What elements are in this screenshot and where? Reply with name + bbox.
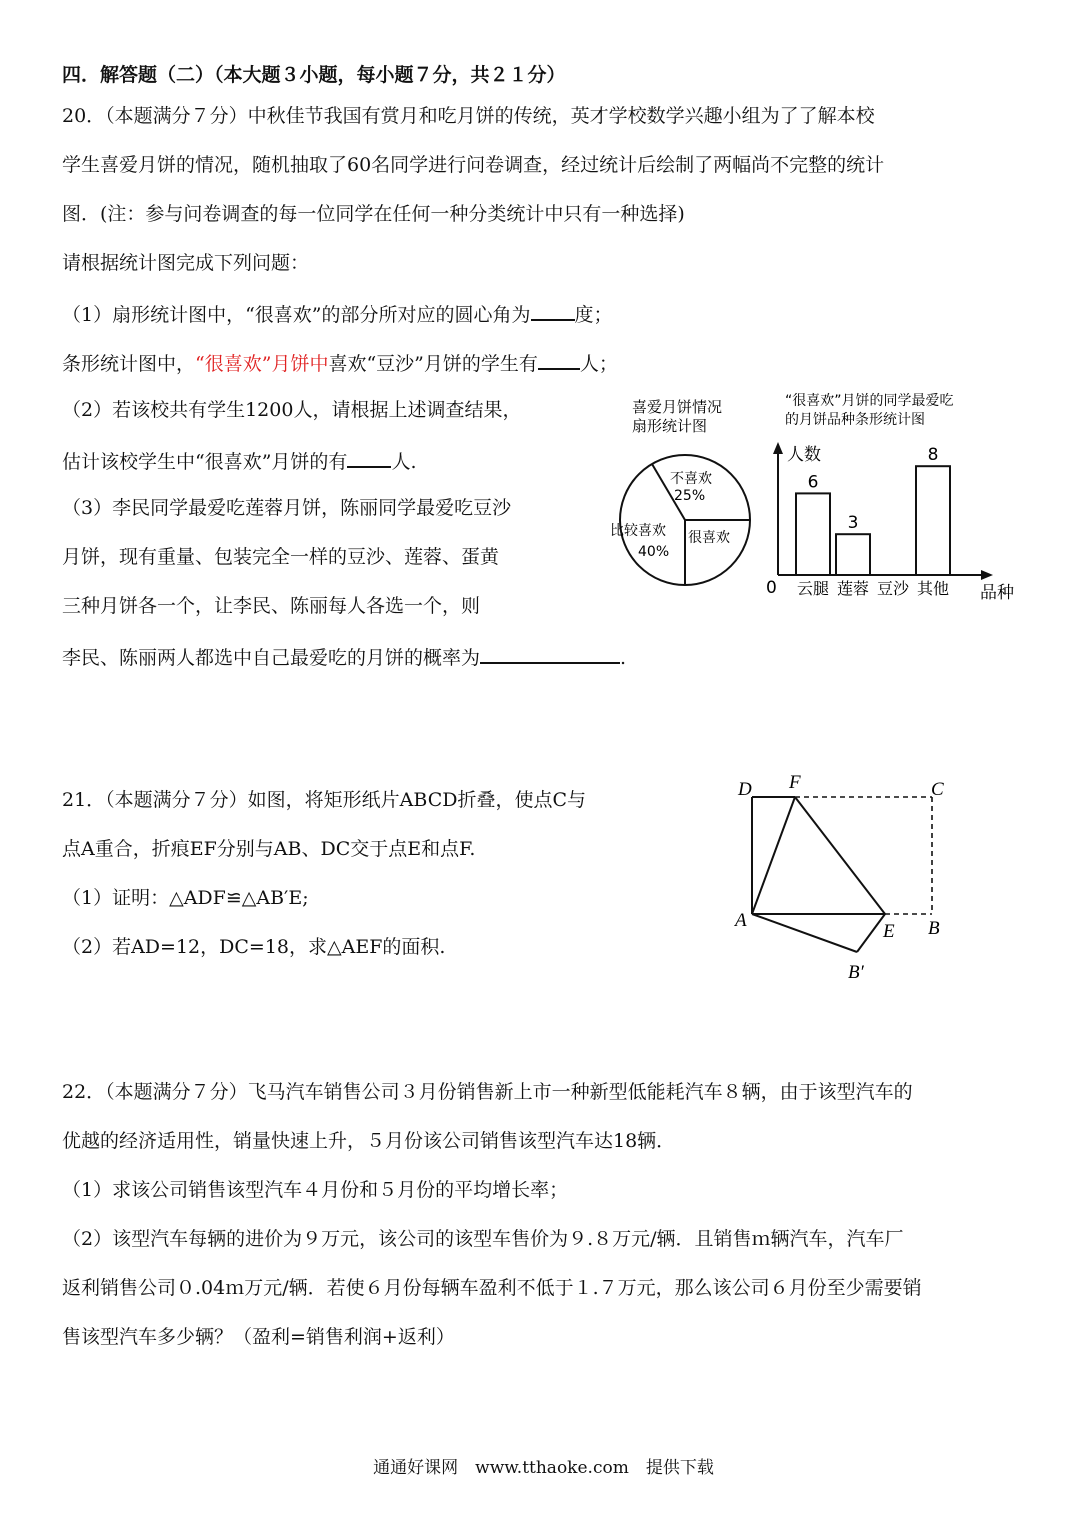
- q20-line-3: 图．(注：参与问卷调查的每一位同学在任何一种分类统计中只有一种选择): [62, 203, 685, 225]
- q20-part1-b-red-text: “很喜欢”月饼中: [195, 353, 329, 375]
- q20-part1-a: [62, 299, 613, 328]
- q20-part1-b-text: 条形统计图中，: [62, 353, 196, 375]
- q20-part3-d-text: 李民、陈丽两人都选中自己最爱吃的月饼的概率为: [62, 647, 481, 669]
- pie-label-buxihuan: 不喜欢: [670, 471, 712, 487]
- bar-category-label-0: 云腿: [796, 579, 830, 598]
- bar-value-label-0: 6: [807, 472, 819, 493]
- q20-part3-b: 月饼，现有重量、包装完全一样的豆沙、莲蓉、蛋黄: [62, 546, 500, 568]
- point-label-B: B: [928, 918, 940, 939]
- bar-3: [916, 466, 950, 575]
- point-label-D: D: [738, 779, 752, 800]
- pie-label-henxihuan: 很喜欢: [688, 530, 730, 546]
- geometry-figure: [725, 770, 965, 990]
- q21-line-3: （1）证明：△ADF≌△AB′E;: [62, 887, 309, 909]
- bar-value-label-1: 3: [847, 513, 859, 534]
- bar-title-line-2: 的月饼品种条形统计图: [785, 412, 925, 428]
- q22-line-6: 售该型汽车多少辆？（盈利=销售利润+返利）: [62, 1326, 455, 1348]
- bar-title-line-1: “很喜欢”月饼的同学最爱吃: [785, 393, 954, 409]
- bar-0: [796, 493, 830, 575]
- q20-part1-b: [62, 348, 618, 377]
- q20-line-4: 请根据统计图完成下列问题：: [62, 252, 310, 274]
- section-title: 四．解答题（二）（本大题３小题，每小题７分，共２１分）: [62, 64, 566, 86]
- q21-line-4: （2）若AD=12，DC=18，求△AEF的面积.: [62, 936, 446, 958]
- segment-FE: [795, 797, 885, 914]
- pie-title-line-2: 扇形统计图: [632, 417, 708, 435]
- y-axis-label: 人数: [787, 445, 821, 465]
- segment-B-prime-E: [857, 914, 885, 952]
- q20-line-1: 20．（本题满分７分）中秋佳节我国有赏月和吃月饼的传统，英才学校数学兴趣小组为了了解本校: [62, 105, 875, 127]
- q22-line-3: （1）求该公司销售该型汽车４月份和５月份的平均增长率；: [62, 1179, 569, 1201]
- q20-part1-b-unit: 人；: [579, 353, 618, 375]
- q20-part1-a-text: （1）扇形统计图中，“很喜欢”的部分所对应的圆心角为: [62, 304, 531, 326]
- x-axis-label: 品种: [980, 583, 1014, 603]
- q20-part2-a: （2）若该校共有学生1200人，请根据上述调查结果，: [62, 399, 522, 421]
- q20-line-2: 学生喜爱月饼的情况，随机抽取了60名同学进行问卷调查，经过统计后绘制了两幅尚不完整的统计: [62, 154, 885, 176]
- q20-part3-a: （3）李民同学最爱吃莲蓉月饼，陈丽同学最爱吃豆沙: [62, 497, 512, 519]
- segment-FA: [752, 797, 795, 914]
- pie-chart: [600, 390, 760, 605]
- bar-category-label-3: 其他: [916, 579, 950, 598]
- q21-line-2: 点A重合，折痕EF分别与AB、DC交于点E和点F.: [62, 838, 476, 860]
- bar-category-label-2: 豆沙: [876, 579, 910, 598]
- pie-title-line-1: 喜爱月饼情况: [632, 398, 723, 416]
- answer-blank: [531, 299, 575, 321]
- q22-line-2: 优越的经济适用性，销量快速上升，５月份该公司销售该型汽车达18辆．: [62, 1130, 676, 1152]
- bar-category-label-1: 莲蓉: [836, 579, 870, 598]
- q20-part1-b-mid: 喜欢“豆沙”月饼的学生有: [328, 353, 538, 375]
- point-label-B-prime: B′: [848, 962, 864, 983]
- q20-part1-a-unit: 度；: [574, 304, 613, 326]
- bar-value-label-3: 8: [927, 445, 939, 466]
- pie-value-bijiaoxihuan: 40%: [638, 544, 670, 560]
- bar-chart: [765, 390, 1025, 605]
- q20-part2-b-unit: 人.: [391, 451, 417, 473]
- point-label-A: A: [735, 910, 747, 931]
- bar-1: [836, 534, 870, 575]
- q22-line-1: 22．（本题满分７分）飞马汽车销售公司３月份销售新上市一种新型低能耗汽车８辆，由于该型汽车的: [62, 1081, 913, 1103]
- q21-line-1: 21．（本题满分７分）如图，将矩形纸片ABCD折叠，使点C与: [62, 789, 587, 811]
- page-footer: 通通好课网 www.tthaoke.com 提供下载: [373, 1458, 714, 1478]
- point-label-F: F: [789, 772, 801, 793]
- q20-part3-c: 三种月饼各一个，让李民、陈丽每人各选一个，则: [62, 595, 481, 617]
- point-label-C: C: [931, 779, 944, 800]
- x-axis-arrow: [981, 570, 993, 580]
- answer-blank: [347, 446, 391, 468]
- q20-part3-d: [62, 642, 626, 671]
- q22-line-5: 返利销售公司０.04ｍ万元/辆．若使６月份每辆车盈利不低于１.７万元，那么该公司６月份至少需要销: [62, 1277, 922, 1299]
- y-axis-arrow: [773, 442, 783, 454]
- segment-AB-prime: [752, 914, 857, 952]
- pie-label-bijiaoxihuan: 比较喜欢: [610, 523, 666, 539]
- q20-part3-d-end: .: [620, 647, 627, 669]
- point-label-E: E: [883, 921, 895, 942]
- answer-blank: [538, 348, 580, 370]
- answer-blank: [480, 642, 620, 664]
- q20-part2-b-text: 估计该校学生中“很喜欢”月饼的有: [62, 451, 348, 473]
- pie-value-buxihuan: 25%: [674, 488, 706, 504]
- q20-part2-b: [62, 446, 416, 475]
- origin-label: 0: [766, 578, 777, 598]
- q22-line-4: （2）该型汽车每辆的进价为９万元，该公司的该型车售价为９.８万元/辆．且销售ｍ辆汽车，汽车厂: [62, 1228, 904, 1250]
